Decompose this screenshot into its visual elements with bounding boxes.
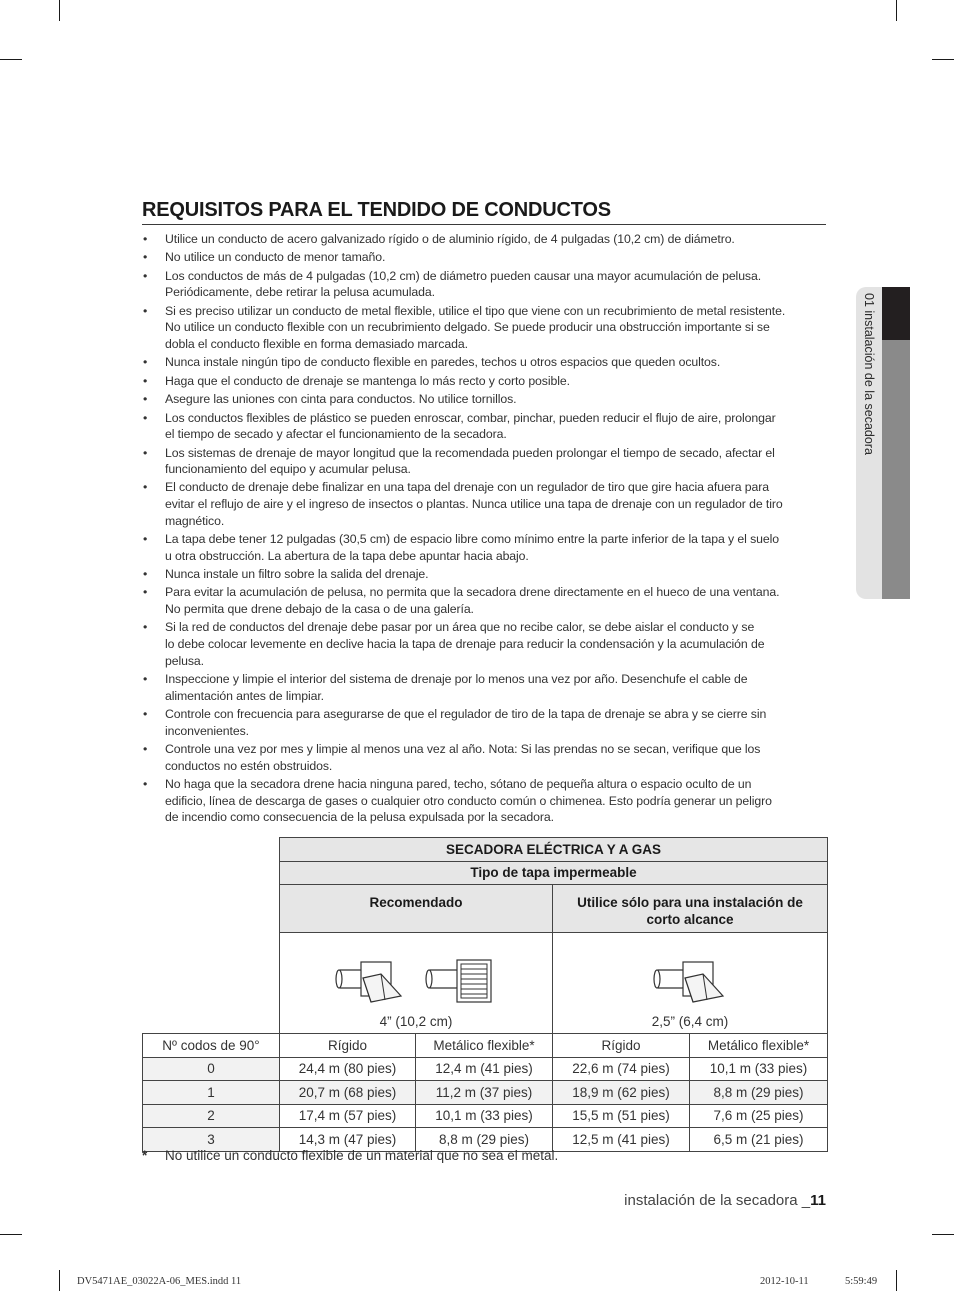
table-cell: 14,3 m (47 pies) xyxy=(280,1128,416,1152)
bullet-marker: • xyxy=(143,232,148,246)
list-item xyxy=(142,671,832,704)
list-item-text: Utilice un conducto de acero galvanizado rígido o de aluminio rígido, de 4 pulgadas (10,2 cm) de diámetro. xyxy=(165,232,735,246)
bullet-list xyxy=(142,231,832,828)
table-row xyxy=(143,1057,828,1081)
list-item-text: dobla el conducto flexible en forma demasiado marcada. xyxy=(165,336,468,351)
list-item-text: Para evitar la acumulación de pelusa, no permita que la secadora drene directamente en el hueco de una ventana. xyxy=(165,585,780,600)
louvered-hood-icon xyxy=(653,956,727,1008)
table-cell: 2 xyxy=(143,1104,280,1128)
crop-mark xyxy=(59,1270,60,1291)
hood-images-short xyxy=(553,933,828,1034)
table-cell: 12,4 m (41 pies) xyxy=(416,1057,553,1081)
list-item-text: No permita que drene debajo de la casa o de una galería. xyxy=(165,602,474,617)
bullet-marker: • xyxy=(143,410,148,425)
column-header: Rígido xyxy=(553,1034,690,1058)
list-item-text: Si es preciso utilizar un conducto de metal flexible, utilice el tipo que viene con un recubrimiento de metal resistente. xyxy=(165,303,786,318)
list-item-text: evitar el reflujo de aire y el ingreso de insectos o plantas. Nunca utilice una tapa de drenaje con un regulador de tiro xyxy=(165,497,783,512)
bullet-marker: • xyxy=(143,268,148,283)
crop-mark xyxy=(0,1234,22,1235)
table-cell: 7,6 m (25 pies) xyxy=(690,1104,828,1128)
list-item xyxy=(142,268,832,301)
slug-filename: DV5471AE_03022A-06_MES.indd 11 xyxy=(77,1276,242,1287)
list-item-text: magnético. xyxy=(165,513,225,528)
list-item-text: La tapa debe tener 12 pulgadas (30,5 cm) de espacio libre como mínimo entre la parte inferior de la tapa y el suelo xyxy=(165,532,779,547)
bullet-marker: • xyxy=(143,355,148,370)
list-item xyxy=(142,391,832,408)
table-cell: 1 xyxy=(143,1081,280,1105)
slug-time: 5:59:49 xyxy=(845,1276,878,1287)
bullet-marker: • xyxy=(143,445,148,460)
bullet-marker: • xyxy=(143,567,148,582)
bullet-marker: • xyxy=(143,480,148,495)
bullet-marker: • xyxy=(143,776,148,791)
list-item-text: edificio, línea de descarga de gases o cualquier otro conducto común o chimenea. Esto podría generar un peligro xyxy=(165,793,772,808)
list-item-text: Controle una vez por mes y limpie al menos una vez al año. Nota: Si las prendas no se secan, verifique que los xyxy=(165,741,761,756)
list-item-text: No utilice un conducto flexible con un recubrimiento delgado. Se puede producir una obstrucción importante si se xyxy=(165,320,770,335)
list-item-text: u otra obstrucción. La abertura de la tapa debe apuntar hacia abajo. xyxy=(165,548,529,563)
bullet-marker: • xyxy=(143,706,148,721)
bullet-marker: • xyxy=(143,532,148,547)
column-header: Nº codos de 90° xyxy=(143,1034,280,1058)
size-label-recommended: 4” (10,2 cm) xyxy=(379,1014,453,1029)
list-item-text: Periódicamente, debe retirar la pelusa acumulada. xyxy=(165,285,435,300)
table-cell: 24,4 m (80 pies) xyxy=(280,1057,416,1081)
bullet-marker: • xyxy=(143,303,148,318)
bullet-marker: • xyxy=(143,392,148,407)
slug-date: 2012-10-11 xyxy=(760,1276,809,1287)
list-item-text: No haga que la secadora drene hacia ninguna pared, techo, sótano de pequeña altura o espacio oculto de un xyxy=(165,776,752,791)
table-cell: 11,2 m (37 pies) xyxy=(416,1081,553,1105)
crop-mark xyxy=(932,1234,954,1235)
list-item xyxy=(142,373,832,390)
table-cell: 3 xyxy=(143,1128,280,1152)
group-header-short xyxy=(553,885,828,933)
hood-images-recommended xyxy=(280,933,553,1034)
list-item-text: Nunca instale ningún tipo de conducto flexible en paredes, techos u otros espacios que queden ocultos. xyxy=(165,355,721,370)
bullet-marker: • xyxy=(143,373,148,388)
list-item-text: Haga que el conducto de drenaje se mantenga lo más recto y corto posible. xyxy=(165,373,570,388)
column-header: Metálico flexible* xyxy=(416,1034,553,1058)
table-cell: 17,4 m (57 pies) xyxy=(280,1104,416,1128)
list-item xyxy=(142,354,832,371)
crop-mark xyxy=(59,0,60,21)
crop-mark xyxy=(932,59,954,60)
chapter-tab-label: 01 instalación de la secadora xyxy=(862,293,876,455)
list-item xyxy=(142,303,832,353)
list-item xyxy=(142,445,832,478)
table-cell: 6,5 m (21 pies) xyxy=(690,1128,828,1152)
list-item xyxy=(142,619,832,669)
group-header-short-line1: Utilice sólo para una instalación de xyxy=(577,895,803,910)
list-item-text: Los sistemas de drenaje de mayor longitud que la recomendada pueden prolongar el tiempo de secado, afectar el xyxy=(165,445,775,460)
bullet-marker: • xyxy=(143,620,148,635)
table-cell: 10,1 m (33 pies) xyxy=(416,1104,553,1128)
list-item xyxy=(142,706,832,739)
table-cell: 8,8 m (29 pies) xyxy=(690,1081,828,1105)
crop-mark xyxy=(896,1270,897,1291)
list-item-text: conductos no estén obstruidos. xyxy=(165,758,333,773)
table-cell: 12,5 m (41 pies) xyxy=(553,1128,690,1152)
column-header-row xyxy=(143,1034,828,1058)
list-item-text: Si la red de conductos del drenaje debe pasar por un área que no recibe calor, se debe aislar el conducto y se xyxy=(165,620,755,635)
column-header: Rígido xyxy=(280,1034,416,1058)
list-item xyxy=(142,741,832,774)
bullet-marker: • xyxy=(143,585,148,600)
column-header: Metálico flexible* xyxy=(690,1034,828,1058)
list-item-text: Controle con frecuencia para asegurarse de que el regulador de tiro de la tapa de drenaje se abra y se cierre sin xyxy=(165,706,767,721)
list-item xyxy=(142,249,832,266)
table-subtitle: Tipo de tapa impermeable xyxy=(280,861,828,885)
list-item-text: Nunca instale un filtro sobre la salida del drenaje. xyxy=(165,567,429,582)
list-item-text: Los conductos flexibles de plástico se pueden enroscar, combar, pinchar, pueden reducir el flujo de aire, prolongar xyxy=(165,410,776,425)
list-item-text: Los conductos de más de 4 pulgadas (10,2 cm) de diámetro pueden causar una mayor acumulación de pelusa. xyxy=(165,268,762,283)
page-footer xyxy=(624,1192,826,1209)
louvered-vent-icon xyxy=(425,956,497,1008)
list-item-text: alimentación antes de limpiar. xyxy=(165,688,324,703)
bullet-marker: • xyxy=(143,741,148,756)
chapter-tab-marker xyxy=(882,287,910,340)
vent-length-table xyxy=(142,837,828,1152)
table-cell: 20,7 m (68 pies) xyxy=(280,1081,416,1105)
list-item-text: pelusa. xyxy=(165,653,204,668)
list-item-text: el tiempo de secado y afectar el funcionamiento de la secadora. xyxy=(165,427,507,442)
table-row xyxy=(143,1104,828,1128)
table-cell: 0 xyxy=(143,1057,280,1081)
list-item-text: Inspeccione y limpie el interior del sistema de drenaje por lo menos una vez por año. Desenchufe el cable de xyxy=(165,672,748,686)
table-title: SECADORA ELÉCTRICA Y A GAS xyxy=(280,838,828,862)
list-item xyxy=(142,479,832,529)
list-item-text: Asegure las uniones con cinta para conductos. No utilice tornillos. xyxy=(165,392,517,407)
table-cell: 8,8 m (29 pies) xyxy=(416,1128,553,1152)
bullet-marker: • xyxy=(143,672,148,686)
table-cell: 18,9 m (62 pies) xyxy=(553,1081,690,1105)
list-item-text: de incendio como consecuencia de la pelusa expulsada por la secadora. xyxy=(165,810,554,825)
group-header-short-line2: corto alcance xyxy=(646,912,734,927)
crop-mark xyxy=(896,0,897,21)
chapter-tab-bar xyxy=(882,340,910,599)
list-item xyxy=(142,410,832,443)
table-cell: 15,5 m (51 pies) xyxy=(553,1104,690,1128)
list-item-text: lo debe colocar levemente en declive hacia la tapa de drenaje para reducir la condensación y la acumulación de xyxy=(165,637,765,652)
list-item xyxy=(142,531,832,564)
list-item xyxy=(142,584,832,617)
list-item-text: funcionamiento del equipo y acumular pelusa. xyxy=(165,462,411,477)
table-cell: 10,1 m (33 pies) xyxy=(690,1057,828,1081)
table-row xyxy=(143,1081,828,1105)
crop-mark xyxy=(0,59,22,60)
list-item-text: inconvenientes. xyxy=(165,723,249,738)
footnote-text: No utilice un conducto flexible de un material que no sea el metal. xyxy=(165,1148,559,1163)
list-item xyxy=(142,231,832,248)
list-item xyxy=(142,776,832,826)
footnote xyxy=(142,1148,558,1163)
group-header-recommended: Recomendado xyxy=(280,885,553,933)
page-number: 11 xyxy=(810,1192,826,1209)
footnote-marker: * xyxy=(142,1148,148,1163)
bullet-marker: • xyxy=(143,250,148,265)
section-title: REQUISITOS PARA EL TENDIDO DE CONDUCTOS xyxy=(142,198,826,225)
list-item-text: El conducto de drenaje debe finalizar en una tapa del drenaje con un regulador de tiro que gire hacia afuera para xyxy=(165,480,769,495)
table-cell: 22,6 m (74 pies) xyxy=(553,1057,690,1081)
louvered-hood-icon xyxy=(335,956,405,1008)
footer-section-name: instalación de la secadora _ xyxy=(624,1192,811,1209)
list-item-text: No utilice un conducto de menor tamaño. xyxy=(165,250,386,265)
list-item xyxy=(142,566,832,583)
size-label-short: 2,5” (6,4 cm) xyxy=(651,1014,729,1029)
